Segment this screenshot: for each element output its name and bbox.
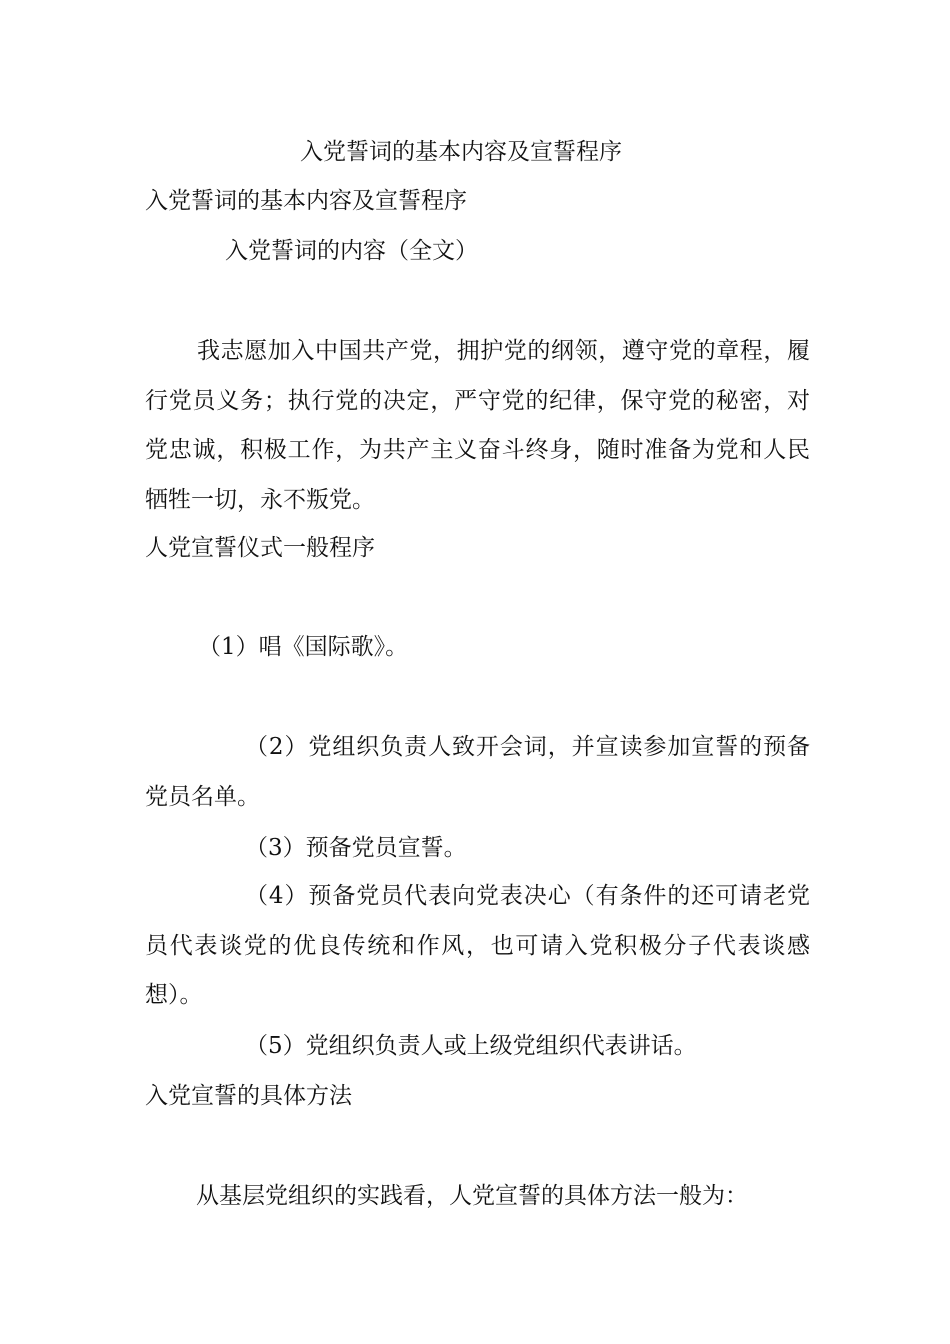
procedure-heading: 人党宣誓仪式一般程序 [145, 535, 375, 561]
method-paragraph: 从基层党组织的实践看，人党宣誓的具体方法一般为： [196, 1183, 748, 1209]
procedure-step-5: （5）党组织负责人或上级党组织代表讲话。 [245, 1033, 697, 1059]
method-heading: 入党宣誓的具体方法 [145, 1083, 352, 1109]
procedure-step-3: （3）预备党员宣誓。 [245, 835, 467, 861]
procedure-step-4: （4）预备党员代表向党表决心（有条件的还可请老党员代表谈党的优良传统和作风，也可请入党积极分子代表谈感想）。 [145, 883, 810, 1008]
document-title: 入党誓词的基本内容及宣誓程序 [300, 139, 622, 165]
oath-heading: 入党誓词的内容（全文） [225, 238, 478, 264]
document-subtitle: 入党誓词的基本内容及宣誓程序 [145, 188, 467, 214]
procedure-step-1: （1）唱《国际歌》。 [198, 634, 409, 660]
oath-paragraph: 我志愿加入中国共产党，拥护党的纲领，遵守党的章程，履行党员义务；执行党的决定，严守党的纪律，保守党的秘密，对党忠诚，积极工作，为共产主义奋斗终身，随时准备为党和人民牺牲一切，永不叛党。 [145, 338, 810, 513]
procedure-step-2: （2）党组织负责人致开会词，并宣读参加宣誓的预备党员名单。 [145, 734, 810, 810]
